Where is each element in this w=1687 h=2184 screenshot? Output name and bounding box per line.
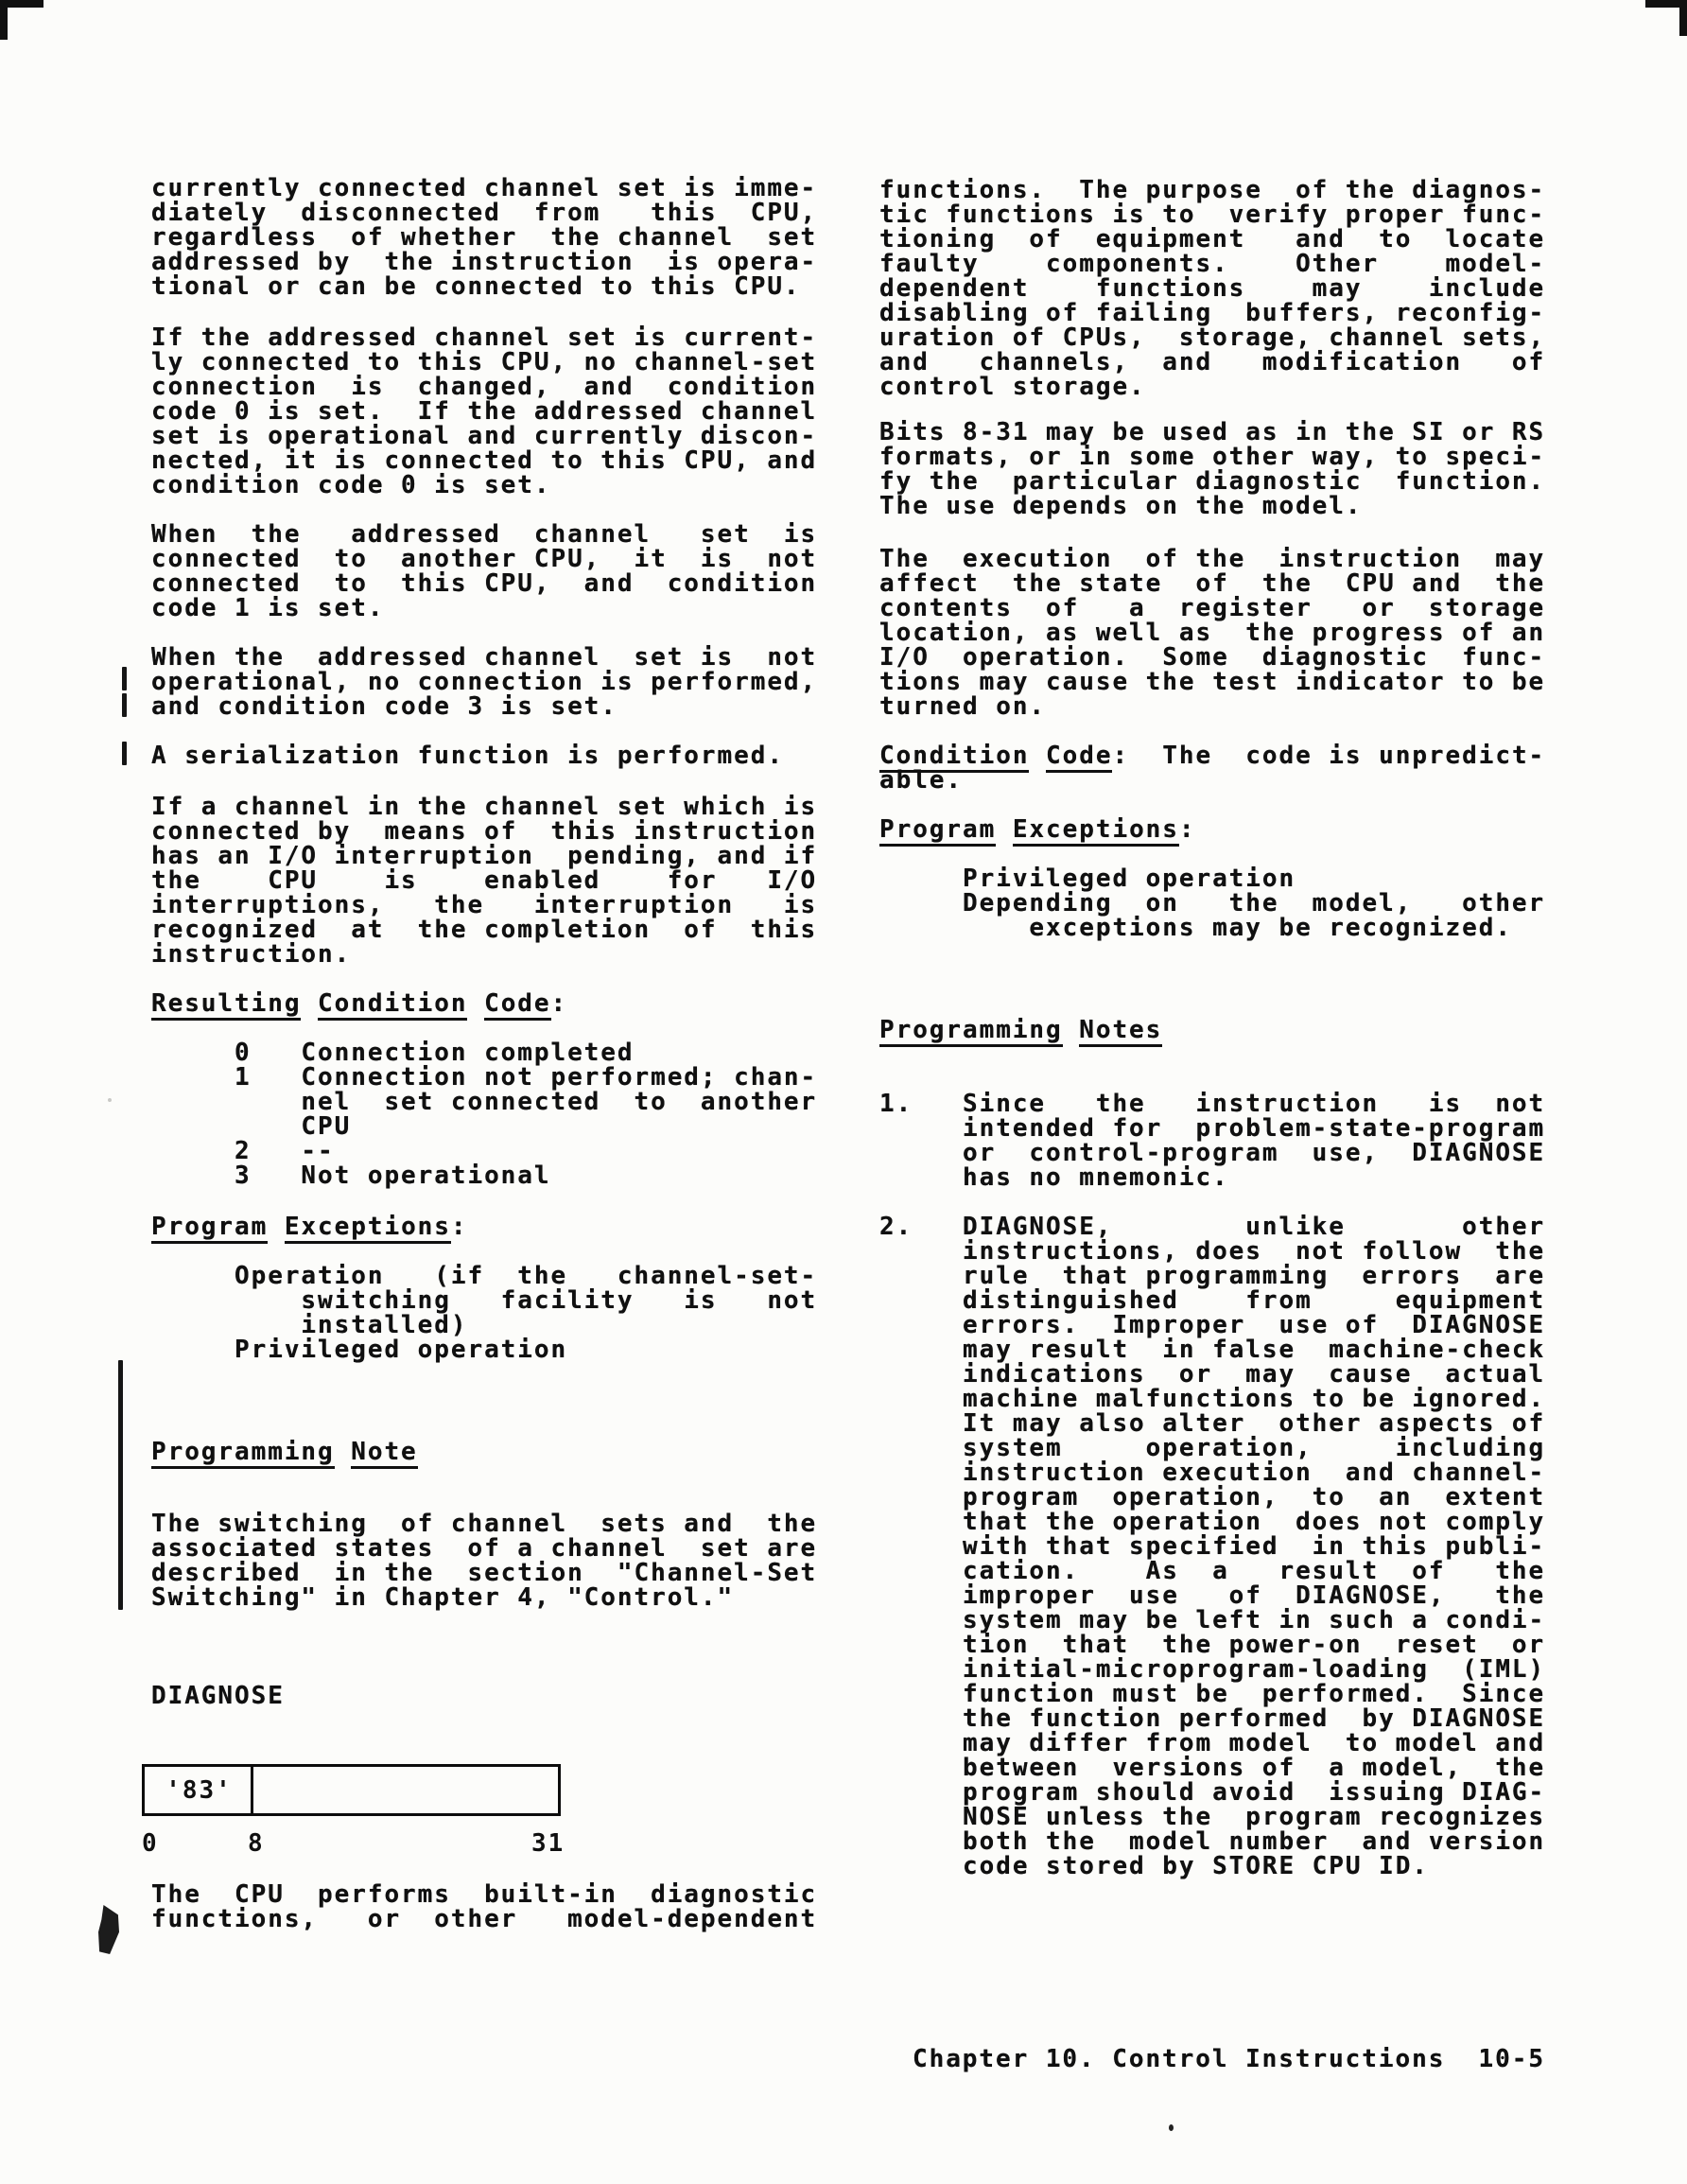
para-programming-note-line: Switching" in Chapter 4, "Control." [151, 1583, 735, 1612]
list-program-exceptions-left-line: switching facility is not [151, 1286, 818, 1315]
para-programming-note-line: associated states of a channel set are [151, 1534, 818, 1563]
para-channel-set-disconnect-line: addressed by the instruction is opera- [151, 248, 818, 276]
underlined-word: Condition [879, 742, 1029, 773]
para-diagnostic-functions-line: tioning of equipment and to locate [879, 225, 1546, 253]
underlined-word: Notes [1079, 1016, 1162, 1047]
note-2-line: distinguished from equipment [879, 1286, 1546, 1315]
heading-programming-notes-line [879, 1018, 1162, 1042]
note-2-line: function must be performed. Since [879, 1680, 1546, 1708]
note-2-line: tion that the power-on reset or [879, 1631, 1546, 1659]
para-condition-code-1-line: When the addressed channel set is [151, 520, 818, 549]
list-condition-codes-line: nel set connected to another [151, 1088, 818, 1116]
list-program-exceptions-right-line: Depending on the model, other [879, 889, 1546, 917]
list-program-exceptions-left-line: Operation (if the channel-set- [151, 1262, 818, 1290]
para-serialization-line: A serialization function is performed. [151, 742, 784, 770]
para-bits-8-31-line: The use depends on the model. [879, 492, 1363, 520]
change-bar [122, 693, 127, 717]
underlined-word: Program [151, 1213, 268, 1244]
page-footer: Chapter 10. Control Instructions 10-5 [913, 2045, 1545, 2073]
note-2-line: indications or may cause actual [879, 1360, 1546, 1389]
note-2-line: with that specified in this publi- [879, 1532, 1546, 1561]
note-2-line: that the operation does not comply [879, 1508, 1546, 1536]
note-2-line: It may also alter other aspects of [879, 1409, 1546, 1438]
para-execution-effects-line: affect the state of the CPU and the [879, 569, 1546, 598]
para-diagnostic-functions-line: dependent functions may include [879, 274, 1546, 303]
note-2-line: rule that programming errors are [879, 1262, 1546, 1290]
note-2-line: 2. DIAGNOSE, unlike other [879, 1213, 1546, 1241]
note-2-line: cation. As a result of the [879, 1557, 1546, 1585]
para-io-interruption-line: connected by means of this instruction [151, 817, 818, 846]
para-diagnose-intro-line: functions, or other model-dependent [151, 1905, 818, 1933]
para-programming-note-line: The switching of channel sets and the [151, 1510, 818, 1538]
list-program-exceptions-left-line: installed) [151, 1311, 468, 1339]
para-diagnostic-functions-line: functions. The purpose of the diagnos- [879, 176, 1546, 204]
underlined-word: Resulting [151, 989, 301, 1021]
para-execution-effects-line: location, as well as the progress of an [879, 619, 1546, 647]
para-bits-8-31-line: formats, or in some other way, to speci- [879, 443, 1546, 471]
note-2-line: may differ from model to model and [879, 1729, 1546, 1757]
note-2-line: program operation, to an extent [879, 1483, 1546, 1511]
para-condition-code-0-line: connection is changed, and condition [151, 373, 818, 401]
change-bar [122, 742, 127, 765]
para-bits-8-31-line: Bits 8-31 may be used as in the SI or RS [879, 418, 1546, 446]
para-io-interruption-line: If a channel in the channel set which is [151, 793, 818, 821]
speck-artifact [108, 1098, 112, 1102]
para-io-interruption-line: has an I/O interruption pending, and if [151, 842, 818, 870]
para-io-interruption-line: recognized at the completion of this [151, 916, 818, 944]
para-condition-code-unpredictable-line: Condition Code: The code is unpredict- [879, 743, 1545, 768]
note-2-line: instruction execution and channel- [879, 1459, 1546, 1487]
para-condition-code-0-line: nected, it is connected to this CPU, and [151, 446, 818, 475]
note-2-line: improper use of DIAGNOSE, the [879, 1581, 1546, 1610]
para-condition-code-0-line: condition code 0 is set. [151, 471, 551, 499]
scan-artifact-left-edge [0, 0, 8, 40]
underlined-word: Exceptions [1013, 815, 1179, 847]
para-diagnostic-functions-line: control storage. [879, 373, 1146, 401]
para-bits-8-31-line: fy the particular diagnostic function. [879, 467, 1546, 496]
underlined-word: Programming [879, 1016, 1063, 1047]
note-2-line: the function performed by DIAGNOSE [879, 1704, 1546, 1733]
heading-programming-note-line [151, 1440, 418, 1464]
note-2-line: errors. Improper use of DIAGNOSE [879, 1311, 1546, 1339]
underlined-word: Note [351, 1438, 417, 1469]
para-diagnostic-functions-line: uration of CPUs, storage, channel sets, [879, 323, 1546, 352]
para-condition-code-0-line: If the addressed channel set is current- [151, 323, 818, 352]
underlined-word: Exceptions [285, 1213, 451, 1244]
note-1-line: has no mnemonic. [879, 1163, 1229, 1192]
underlined-word: Program [879, 815, 996, 847]
para-condition-code-3-line: operational, no connection is performed, [151, 668, 818, 696]
para-execution-effects-line: The execution of the instruction may [879, 545, 1546, 573]
note-2-line: NOSE unless the program recognizes [879, 1803, 1546, 1831]
para-io-interruption-line: the CPU is enabled for I/O [151, 866, 818, 895]
bit-label-0: 0 [142, 1829, 159, 1858]
para-condition-code-0-line: set is operational and currently discon- [151, 422, 818, 450]
para-io-interruption-line: instruction. [151, 940, 352, 969]
underlined-word: Code [484, 989, 550, 1021]
scan-artifact-right-edge [1679, 0, 1687, 36]
note-2-line: system operation, including [879, 1434, 1546, 1462]
list-condition-codes-line: CPU [151, 1112, 352, 1141]
change-bar [118, 1360, 123, 1610]
note-2-line: initial-microprogram-loading (IML) [879, 1655, 1546, 1684]
heading-program-exceptions-left-line: Program Exceptions: [151, 1214, 468, 1239]
note-2-line: between versions of a model, the [879, 1754, 1546, 1782]
list-program-exceptions-right-line: Privileged operation [879, 865, 1296, 893]
para-execution-effects-line: turned on. [879, 692, 1047, 721]
para-execution-effects-line: contents of a register or storage [879, 594, 1546, 622]
list-condition-codes-line: 0 Connection completed [151, 1039, 635, 1067]
para-condition-code-1-line: connected to this CPU, and condition [151, 569, 818, 598]
note-2-line: system may be left in such a condi- [879, 1606, 1546, 1634]
para-channel-set-disconnect-line: diately disconnected from this CPU, [151, 199, 818, 227]
bit-label-8: 8 [248, 1829, 265, 1858]
list-program-exceptions-left-line: Privileged operation [151, 1336, 568, 1364]
para-condition-code-0-line: ly connected to this CPU, no channel-set [151, 348, 818, 376]
para-io-interruption-line: interruptions, the interruption is [151, 891, 818, 919]
para-diagnostic-functions-line: tic functions is to verify proper func- [879, 201, 1546, 229]
para-diagnostic-functions-line: disabling of failing buffers, reconfig- [879, 299, 1546, 327]
list-condition-codes-line: 3 Not operational [151, 1162, 551, 1190]
para-execution-effects-line: tions may cause the test indicator to be [879, 668, 1546, 696]
underlined-word: Condition [318, 989, 467, 1021]
para-condition-code-unpredictable-line: able. [879, 766, 964, 795]
list-condition-codes-line: 2 -- [151, 1137, 335, 1165]
note-2-line: both the model number and version [879, 1827, 1546, 1856]
para-condition-code-3-line: When the addressed channel set is not [151, 643, 818, 672]
note-1-line: 1. Since the instruction is not [879, 1090, 1546, 1118]
change-bar [122, 667, 127, 690]
para-programming-note-line: described in the section "Channel-Set [151, 1559, 818, 1587]
underlined-word: Code [1046, 742, 1112, 773]
note-1-line: or control-program use, DIAGNOSE [879, 1139, 1546, 1167]
para-condition-code-1-line: code 1 is set. [151, 594, 385, 622]
para-condition-code-0-line: code 0 is set. If the addressed channel [151, 397, 818, 426]
opcode-value: '83' [165, 1775, 233, 1805]
para-condition-code-1-line: connected to another CPU, it is not [151, 545, 818, 573]
para-diagnose-intro-line: The CPU performs built-in diagnostic [151, 1880, 818, 1909]
note-2-line: machine malfunctions to be ignored. [879, 1385, 1546, 1413]
para-channel-set-disconnect-line: regardless of whether the channel set [151, 223, 818, 252]
instruction-format-box [142, 1764, 561, 1816]
para-diagnostic-functions-line: faulty components. Other model- [879, 250, 1546, 278]
note-2-line: program should avoid issuing DIAG- [879, 1778, 1546, 1807]
heading-resulting-condition-code-line: Resulting Condition Code: [151, 991, 567, 1016]
heading-diagnose-line: DIAGNOSE [151, 1682, 285, 1710]
para-channel-set-disconnect-line: currently connected channel set is imme- [151, 174, 818, 202]
underlined-word: Programming [151, 1438, 335, 1469]
note-2-line: may result in false machine-check [879, 1336, 1546, 1364]
ink-smudge [98, 1905, 119, 1954]
heading-program-exceptions-right-line: Program Exceptions: [879, 817, 1196, 842]
para-diagnostic-functions-line: and channels, and modification of [879, 348, 1546, 376]
bit-label-31: 31 [531, 1829, 565, 1858]
list-condition-codes-line: 1 Connection not performed; chan- [151, 1063, 818, 1092]
note-1-line: intended for problem-state-program [879, 1114, 1546, 1143]
para-channel-set-disconnect-line: tional or can be connected to this CPU. [151, 272, 801, 301]
para-execution-effects-line: I/O operation. Some diagnostic func- [879, 643, 1546, 672]
note-2-line: code stored by STORE CPU ID. [879, 1852, 1429, 1880]
footer-dot-artifact [1169, 2124, 1174, 2131]
list-program-exceptions-right-line: exceptions may be recognized. [879, 914, 1512, 942]
para-condition-code-3-line: and condition code 3 is set. [151, 692, 617, 721]
note-2-line: instructions, does not follow the [879, 1237, 1546, 1266]
